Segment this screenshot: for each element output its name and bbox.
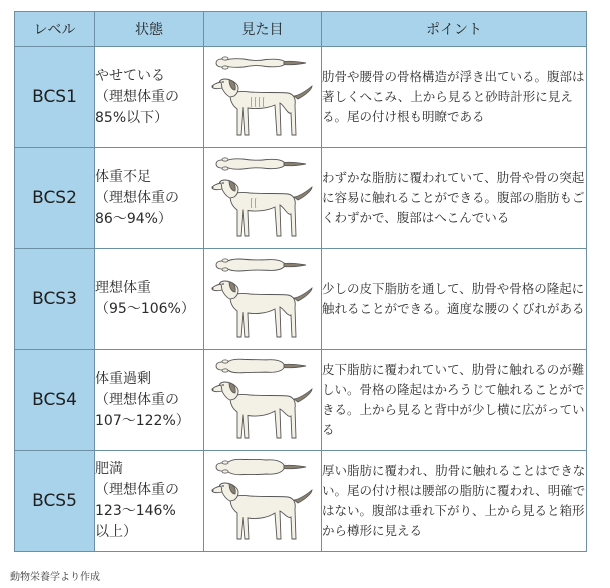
- header-row: [15, 12, 587, 47]
- dog-illustration-icon: [208, 455, 318, 547]
- state-cell: 肥満 （理想体重の 123〜146% 以上）: [95, 451, 204, 552]
- header-state: 状態: [95, 12, 204, 47]
- point-cell: 皮下脂肪に覆われていて、肋骨に触れるのが難しい。骨格の隆起はかろうじて触れることができる。上から見ると背中が少し横に広がっている: [322, 350, 587, 451]
- dog-drawing: [211, 158, 312, 236]
- level-cell: BCS1: [15, 47, 95, 148]
- header-point: ポイント: [322, 12, 587, 47]
- look-cell: [204, 451, 322, 552]
- dog-drawing: [211, 57, 312, 135]
- look-cell: [204, 350, 322, 451]
- dog-illustration-icon: [208, 51, 318, 143]
- level-cell: BCS2: [15, 148, 95, 249]
- source-note: 動物栄養学より作成: [10, 572, 100, 583]
- dog-drawing: [211, 359, 312, 438]
- look-cell: [204, 47, 322, 148]
- state-cell: 理想体重 （95〜106%）: [95, 249, 204, 350]
- bcs-table: [14, 11, 587, 552]
- state-cell: やせている （理想体重の 85%以下）: [95, 47, 204, 148]
- level-cell: BCS5: [15, 451, 95, 552]
- dog-drawing: [211, 259, 312, 337]
- dog-illustration-icon: [208, 354, 318, 446]
- table-row: [15, 47, 587, 148]
- state-cell: 体重不足 （理想体重の 86〜94%）: [95, 148, 204, 249]
- point-cell: 少しの皮下脂肪を通して、肋骨や骨格の隆起に触れることができる。適度な腰のくびれがある: [322, 249, 587, 350]
- state-cell: 体重過剰 （理想体重の 107〜122%）: [95, 350, 204, 451]
- point-cell: 厚い脂肪に覆われ、肋骨に触れることはできない。尾の付け根は腰部の脂肪に覆われ、明確ではない。腹部は垂れ下がり、上から見ると箱形から樽形に見える: [322, 451, 587, 552]
- point-cell: わずかな脂肪に覆われていて、肋骨や骨の突起に容易に触れることができる。腹部の脂肪もごくわずかで、腹部はへこんでいる: [322, 148, 587, 249]
- dog-illustration-icon: [208, 253, 318, 345]
- look-cell: [204, 148, 322, 249]
- level-cell: BCS4: [15, 350, 95, 451]
- table-row: [15, 350, 587, 451]
- dog-illustration-icon: [208, 152, 318, 244]
- header-level: レベル: [15, 12, 95, 47]
- look-cell: [204, 249, 322, 350]
- table-row: [15, 249, 587, 350]
- point-cell: 肋骨や腰骨の骨格構造が浮き出ている。腹部は著しくへこみ、上から見ると砂時計形に見える。尾の付け根も明瞭である: [322, 47, 587, 148]
- header-look: 見た目: [204, 12, 322, 47]
- table-row: [15, 148, 587, 249]
- level-cell: BCS3: [15, 249, 95, 350]
- table-row: [15, 451, 587, 552]
- dog-drawing: [211, 459, 312, 539]
